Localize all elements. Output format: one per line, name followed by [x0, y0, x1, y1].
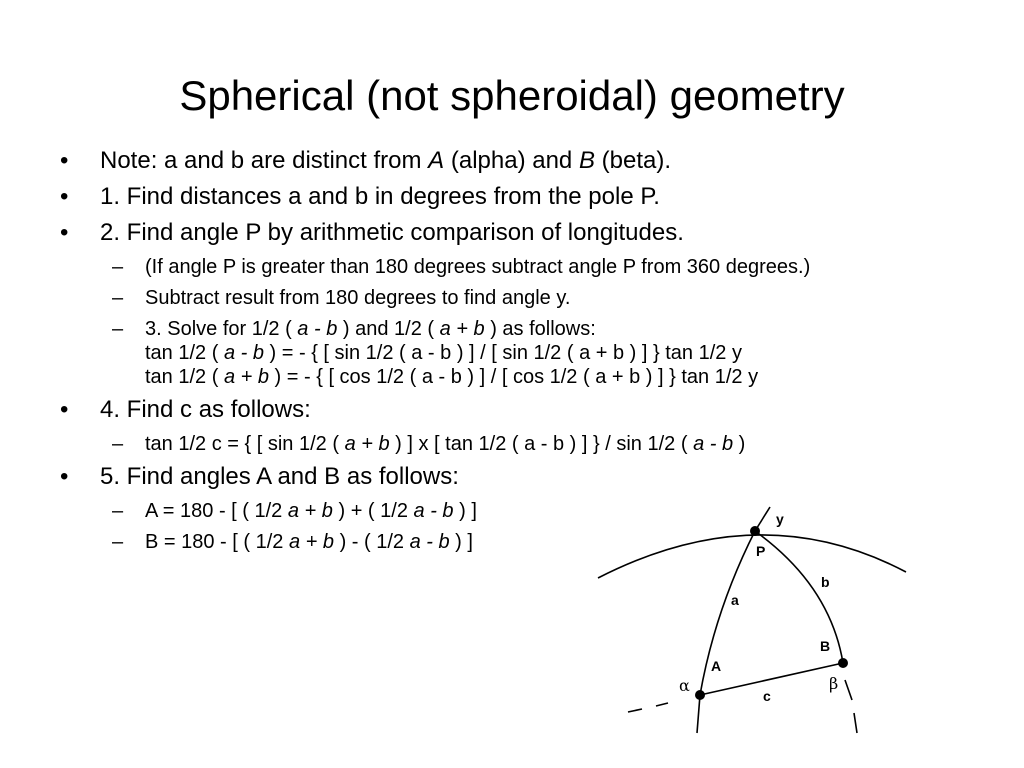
bullet-note: [60, 147, 960, 175]
formula-text: ) - ( 1/2: [334, 531, 410, 553]
formula-text: tan 1/2 (: [145, 342, 224, 364]
note-text-2: (alpha) and: [444, 147, 579, 174]
meridian-a: [697, 531, 755, 733]
formula-text: tan 1/2 c = { [ sin 1/2 (: [145, 433, 345, 455]
step-3-expr: a + b: [439, 318, 485, 340]
step-3-expr: a - b: [297, 318, 338, 340]
dash-marker: –: [112, 318, 124, 340]
label-y: y: [776, 511, 784, 527]
label-b-side: b: [821, 574, 830, 590]
note-text-3: (beta).: [594, 147, 671, 174]
formula-text: ) = - { [ sin 1/2 ( a - b ) ] / [ sin 1/2 ( a + b ) ] } tan 1/2 y: [263, 342, 742, 364]
formula-expr: a + b: [288, 531, 335, 553]
formula-text: ) + ( 1/2: [332, 500, 414, 522]
formula-expr: a - b: [409, 531, 450, 553]
step-3-text: ) as follows:: [484, 318, 596, 340]
dash-marker: –: [112, 256, 124, 278]
step-3-line-2: [145, 341, 960, 365]
dash-marker: –: [112, 500, 124, 522]
label-a-side: a: [731, 592, 739, 608]
sub-item-angle-p-note: [60, 255, 960, 279]
step-4-text: 4. Find c as follows:: [100, 396, 311, 423]
label-c-side: c: [763, 688, 771, 704]
formula-expr: a - b: [413, 500, 454, 522]
step-5-text: 5. Find angles A and B as follows:: [100, 463, 459, 490]
bullet-marker: •: [60, 147, 69, 174]
bullet-marker: •: [60, 463, 69, 490]
angle-p-note-text: (If angle P is greater than 180 degrees subtract angle P from 360 degrees.): [145, 256, 811, 278]
step-2-text: 2. Find angle P by arithmetic comparison of longitudes.: [100, 219, 684, 246]
step-3-line-3: [145, 365, 960, 389]
formula-text: tan 1/2 (: [145, 366, 224, 388]
label-b-angle: B: [820, 638, 831, 654]
point-a: [695, 690, 705, 700]
note-alpha-symbol: A: [428, 147, 445, 174]
formula-expr: a - b: [693, 433, 734, 455]
formula-text: A = 180 - [ ( 1/2: [145, 500, 288, 522]
step-3-line-1: [145, 317, 960, 341]
step-3-text: ) and 1/2 (: [337, 318, 440, 340]
sub-item-formula-c: [60, 432, 960, 456]
bullet-step-4: [60, 396, 960, 424]
dash-marker: –: [112, 433, 124, 455]
spherical-triangle-diagram: [590, 495, 920, 740]
bullet-marker: •: [60, 219, 69, 246]
dash-marker: –: [112, 531, 124, 553]
dash-marker: –: [112, 287, 124, 309]
slide-title: Spherical (not spheroidal) geometry: [179, 72, 845, 119]
formula-expr: a + b: [223, 366, 269, 388]
step-3-text: 3. Solve for 1/2 (: [145, 318, 298, 340]
sub-item-subtract: [60, 286, 960, 310]
formula-text: B = 180 - [ ( 1/2: [145, 531, 289, 553]
subtract-text: Subtract result from 180 degrees to find angle y.: [145, 287, 571, 309]
formula-text: ) ]: [449, 531, 473, 553]
bullet-step-1: [60, 183, 960, 211]
label-a-angle: A: [711, 658, 722, 674]
point-b: [838, 658, 848, 668]
label-p: P: [756, 543, 766, 559]
step-1-text: 1. Find distances a and b in degrees from the pole P.: [100, 183, 660, 210]
point-p: [750, 526, 760, 536]
sub-item-step-3: [60, 317, 960, 389]
bullet-step-2: [60, 219, 960, 247]
arc-c-extension: [628, 703, 668, 712]
formula-text: ) = - { [ cos 1/2 ( a - b ) ] / [ cos 1/2 ( a + b ) ] } tan 1/2 y: [268, 366, 759, 388]
label-alpha: α: [679, 676, 690, 695]
label-beta: β: [829, 674, 839, 693]
note-text-1: Note: a and b are distinct from: [100, 147, 429, 174]
formula-text: ): [733, 433, 746, 455]
bullet-step-5: [60, 463, 960, 491]
great-circle-arc: [598, 535, 906, 578]
note-beta-symbol: B: [578, 147, 595, 174]
formula-c-line: [145, 432, 960, 456]
formula-expr: a + b: [344, 433, 390, 455]
arc-c: [700, 663, 843, 695]
formula-expr: a - b: [223, 342, 264, 364]
formula-expr: a + b: [287, 500, 333, 522]
bullet-marker: •: [60, 183, 69, 210]
meridian-b-extension: [845, 680, 857, 733]
formula-text: ) ] x [ tan 1/2 ( a - b ) ] } / sin 1/2 (: [389, 433, 694, 455]
formula-text: ) ]: [453, 500, 477, 522]
bullet-marker: •: [60, 396, 69, 423]
